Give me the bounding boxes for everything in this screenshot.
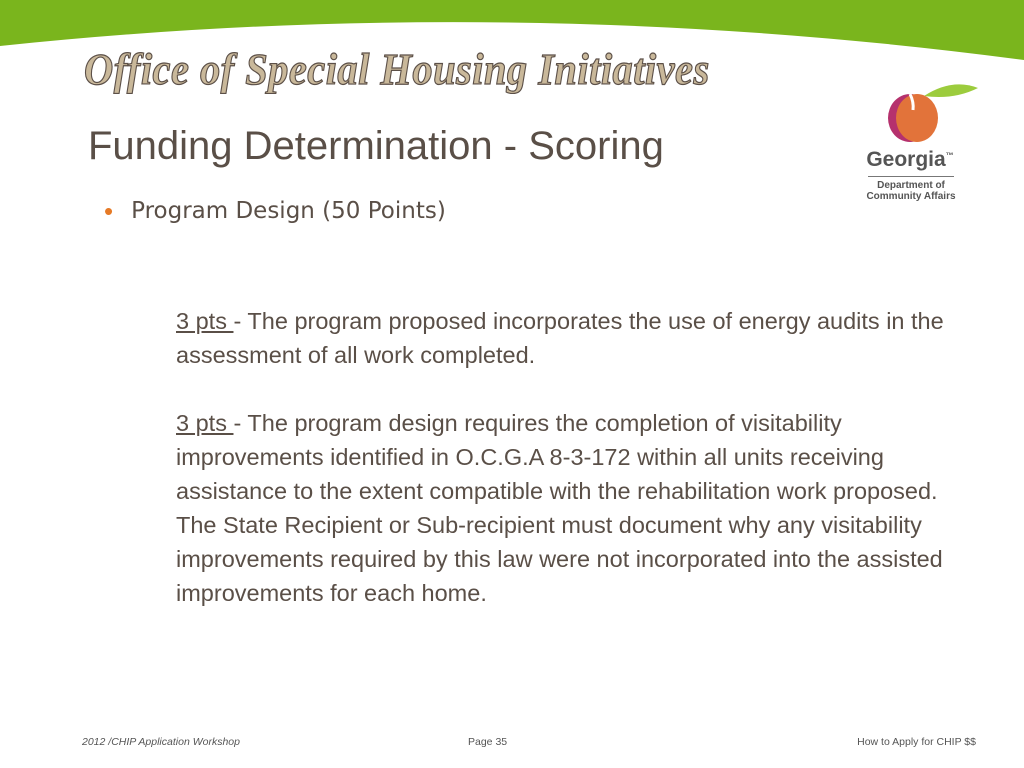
points-label: 3 pts: [176, 308, 234, 334]
logo-department: Department of Community Affairs: [866, 180, 956, 202]
footer-right: How to Apply for CHIP $$: [857, 736, 976, 748]
georgia-peach-icon: [880, 80, 980, 146]
office-title: Office of Special Housing Initiatives: [84, 45, 710, 94]
footer-left: 2012 /CHIP Application Workshop: [82, 736, 240, 748]
scoring-text: - The program proposed incorporates the use of energy audits in the assessment of all work completed.: [176, 308, 944, 368]
georgia-dca-logo: [858, 80, 966, 204]
slide-title: Funding Determination - Scoring: [88, 124, 664, 168]
bullet-icon: •: [104, 196, 114, 226]
scoring-item: [176, 304, 946, 372]
logo-divider: [868, 176, 954, 177]
scoring-text: - The program design requires the completion of visitability improvements identified in O.C.G.A 8-3-172 within all units receiving assistance to the extent compatible with the rehabilitation work proposed. The State Recipient or Sub-recipient must document why any visitability improvements required by this law were not incorporated into the assisted improvements for each home.: [176, 410, 943, 606]
logo-wordmark: Georgia™: [866, 148, 954, 171]
bullet-text: Program Design (50 Points): [131, 198, 446, 224]
points-label: 3 pts: [176, 410, 234, 436]
scoring-item: [176, 406, 946, 610]
page-number: Page 35: [468, 736, 508, 748]
bullet-item: [104, 198, 446, 224]
